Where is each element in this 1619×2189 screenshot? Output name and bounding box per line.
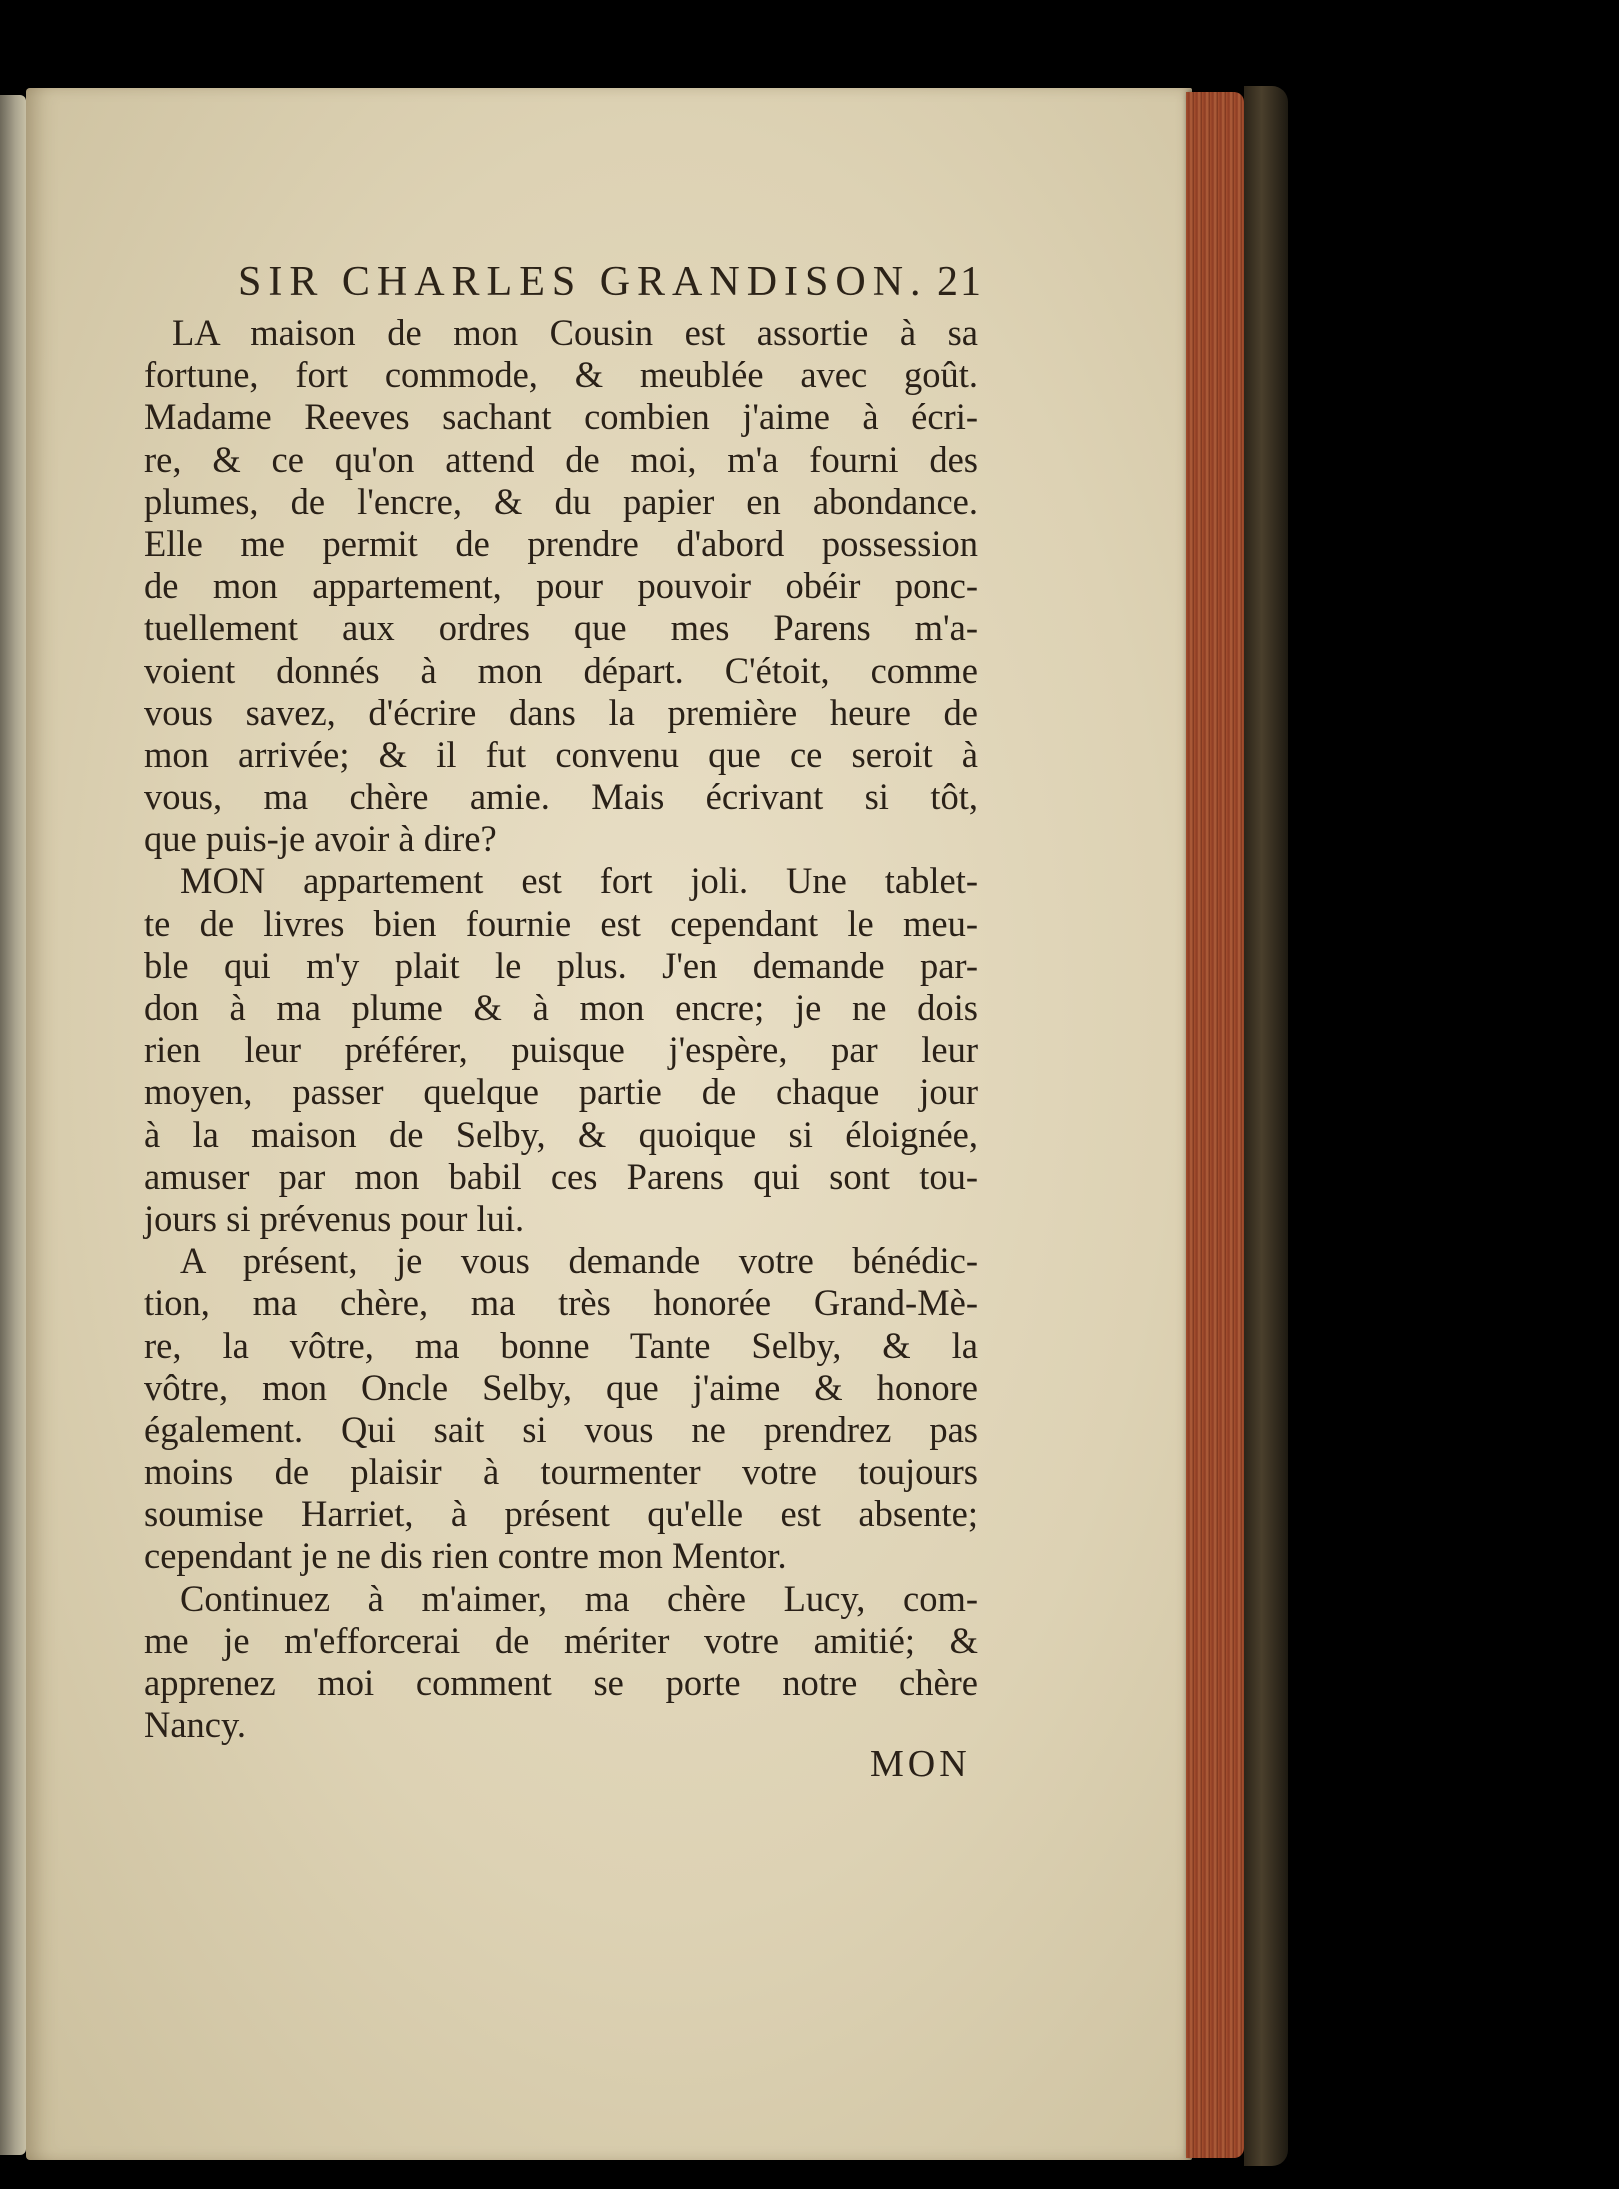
text-line: moins de plaisir à tourmenter votre toujours bbox=[144, 1451, 978, 1493]
running-head bbox=[238, 258, 983, 318]
text-line: soumise Harriet, à présent qu'elle est absente; bbox=[144, 1493, 978, 1535]
text-line: Continuez à m'aimer, ma chère Lucy, com- bbox=[180, 1577, 978, 1619]
text-line: que puis-je avoir à dire? bbox=[144, 818, 497, 860]
text-line: de mon appartement, pour pouvoir obéir ponc- bbox=[144, 565, 978, 607]
previous-page-edge bbox=[0, 95, 26, 2155]
text-line: mon arrivée; & il fut convenu que ce seroit à bbox=[144, 733, 978, 775]
catchword: MON bbox=[870, 1743, 971, 1785]
text-line: LA maison de mon Cousin est assortie à sa bbox=[172, 312, 978, 353]
text-line: don à ma plume & à mon encre; je ne dois bbox=[144, 987, 978, 1028]
book-cover-edge bbox=[1244, 86, 1288, 2166]
running-head-title: SIR CHARLES GRANDISON. bbox=[238, 259, 928, 305]
text-line: Elle me permit de prendre d'abord possession bbox=[144, 522, 978, 564]
text-line: A présent, je vous demande votre bénédic- bbox=[180, 1240, 978, 1282]
text-line: MON appartement est fort joli. Une tablet- bbox=[180, 860, 978, 902]
page-number: 21 bbox=[937, 259, 983, 305]
text-line: tuellement aux ordres que mes Parens m'a- bbox=[144, 607, 978, 649]
text-line: voient donnés à mon départ. C'étoit, comme bbox=[144, 649, 978, 691]
text-line: vous, ma chère amie. Mais écrivant si tôt, bbox=[144, 776, 978, 818]
text-line: cependant je ne dis rien contre mon Mentor. bbox=[144, 1535, 787, 1577]
text-line: rien leur préférer, puisque j'espère, par leur bbox=[144, 1029, 978, 1071]
text-line: me je m'efforcerai de mériter votre amitié; & bbox=[144, 1619, 978, 1661]
text-line: Madame Reeves sachant combien j'aime à écri- bbox=[144, 396, 978, 438]
text-line: Nancy. bbox=[144, 1704, 247, 1746]
text-line: amuser par mon babil ces Parens qui sont tou- bbox=[144, 1155, 978, 1197]
text-line: apprenez moi comment se porte notre chère bbox=[144, 1662, 978, 1703]
text-line: à la maison de Selby, & quoique si éloignée, bbox=[144, 1113, 978, 1155]
page-block-edges bbox=[1186, 92, 1244, 2158]
text-line: jours si prévenus pour lui. bbox=[144, 1197, 525, 1239]
text-line: tion, ma chère, ma très honorée Grand-Mè- bbox=[144, 1282, 978, 1324]
text-line: re, & ce qu'on attend de moi, m'a fourni des bbox=[144, 438, 978, 480]
text-line: vôtre, mon Oncle Selby, que j'aime & honore bbox=[144, 1366, 978, 1408]
text-line: plumes, de l'encre, & du papier en abondance. bbox=[144, 480, 978, 522]
text-line: moyen, passer quelque partie de chaque jour bbox=[144, 1071, 978, 1113]
text-line: fortune, fort commode, & meublée avec goût. bbox=[144, 354, 978, 396]
text-line: re, la vôtre, ma bonne Tante Selby, & la bbox=[144, 1324, 978, 1366]
text-line: te de livres bien fournie est cependant le meu- bbox=[144, 902, 978, 944]
text-line: également. Qui sait si vous ne prendrez pas bbox=[144, 1408, 978, 1450]
body-text bbox=[144, 312, 978, 1746]
text-line: vous savez, d'écrire dans la première heure de bbox=[144, 691, 978, 733]
text-line: ble qui m'y plait le plus. J'en demande par- bbox=[144, 944, 978, 986]
